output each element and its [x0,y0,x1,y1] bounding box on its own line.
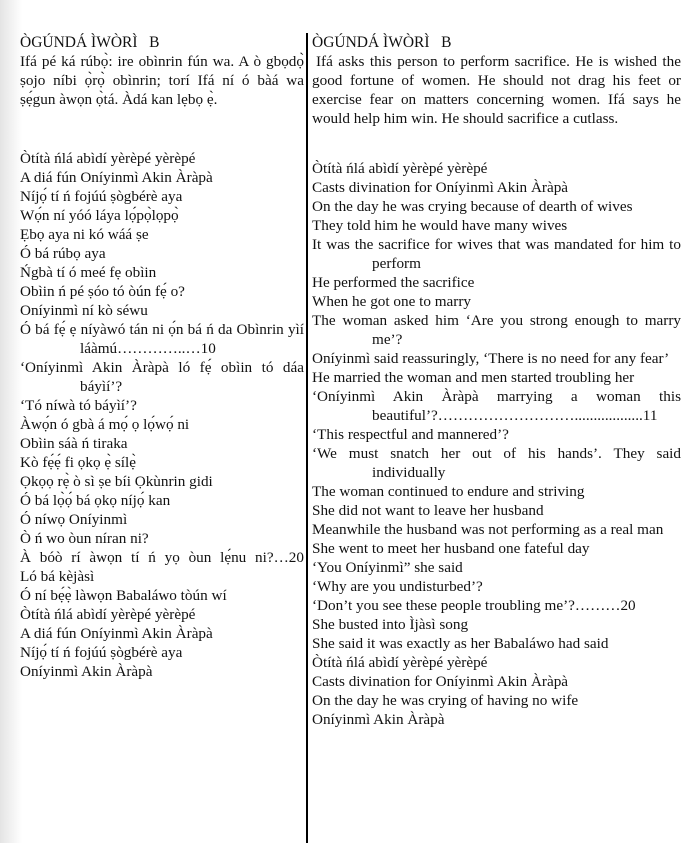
verse-line: Wọ́n ní yóó láya lọ́pọ̀lọpọ̀ [20,207,179,224]
verse-line: Òtítà ńlá abìdí yèrèpé yèrèpé [20,150,196,167]
verse-line: The woman continued to endure and striving [312,483,585,500]
verse-line: ‘We must snatch her out of his hands’. They said individually [312,445,681,481]
verse-line: Òtítà ńlá abìdí yèrèpé yèrèpé [312,160,488,177]
verse-list [312,159,681,729]
verse-line: Ńgbà tí ó meé fẹ obìin [20,264,157,281]
verse-line: Casts divination for Oníyinmì Akin Àràpà [312,179,569,196]
verse-list [20,149,304,681]
yoruba-column [20,33,304,681]
verse-line: A diá fún Oníyinmì Akin Àràpà [20,625,213,642]
verse-line: ‘Oníyinmì Akin Àràpà marrying a woman this beautiful’?………………………..................11 [312,388,681,424]
verse-line: Ẹbọ aya ni kó wáá ṣe [20,226,149,243]
verse-line: Ọkọọ rẹ̀ ò sì ṣe bíi Ọkùnrin gidi [20,473,213,490]
section-summary: Ifá asks this person to perform sacrifice. He is wished the good fortune of women. He should not drag his feet or exercise fear on matters concerning women. Ifá says he would help him win. He should sacrifice a cutlass. [312,53,681,127]
scan-edge-shadow [0,0,22,843]
verse-line: ‘This respectful and mannered’? [312,426,509,443]
verse-line: She said it was exactly as her Babaláwo had said [312,635,609,652]
verse-line: Àwọ́n ó gbà á mọ́ ọ lọ́wọ́ ni [20,416,190,433]
verse-line: He performed the sacrifice [312,274,475,291]
verse-line: À bóò rí àwọn tí ń yọ òun lẹ́nu ni?…20 [20,549,304,566]
section-heading: ÒGÚNDÁ ÌWÒRÌ B [312,34,452,51]
verse-line: Obìin sáà ń tiraka [20,435,128,452]
verse-line: ‘You Oníyinmì” she said [312,559,463,576]
verse-line: It was the sacrifice for wives that was mandated for him to perform [312,236,681,272]
verse-line: Obìin ń pé ṣóo tó òún fẹ́ o? [20,283,185,300]
verse-line: Ó ní bẹ́ẹ̀ làwọn Babaláwo tòún wí [20,587,227,604]
verse-line: ‘Why are you undisturbed’? [312,578,483,595]
english-column [312,33,681,729]
verse-line: On the day he was crying because of dearth of wives [312,198,633,215]
verse-line: Ó bá fẹ́ ẹ níyàwó tán ni ọ́n bá ń da Obìnrin yìí láàmú…………..…10 [20,321,304,357]
verse-line: Ò ń wo òun níran ni? [20,530,149,547]
verse-line: Oníyinmì Akin Àràpà [312,711,445,728]
verse-line: When he got one to marry [312,293,471,310]
verse-line: Ó níwọ Oníyinmì [20,511,128,528]
verse-line: ‘Don’t you see these people troubling me’?………20 [312,597,636,614]
verse-line: The woman asked him ‘Are you strong enough to marry me’? [312,312,681,348]
verse-line: Oníyinmì Akin Àràpà [20,663,153,680]
verse-line: Ló bá kèjàsì [20,568,95,585]
verse-line: Meanwhile the husband was not performing as a real man [312,521,664,538]
verse-line: Níjọ́ tí ń fojúú ṣògbérè aya [20,644,183,661]
verse-line: Òtítà ńlá abìdí yèrèpé yèrèpé [312,654,488,671]
verse-line: Níjọ́ tí ń fojúú ṣògbérè aya [20,188,183,205]
verse-line: Ó bá rúbọ aya [20,245,106,262]
verse-line: Oníyinmì ní kò séwu [20,302,148,319]
verse-line: He married the woman and men started troubling her [312,369,635,386]
verse-line: A diá fún Oníyinmì Akin Àràpà [20,169,213,186]
verse-line: ‘Oníyinmì Akin Àràpà ló fẹ́ obìin tó dáa báyìí’? [20,359,304,395]
verse-line: She busted into Ìjàsì song [312,616,469,633]
verse-line: Òtítà ńlá abìdí yèrèpé yèrèpé [20,606,196,623]
verse-line: Kò fẹ́ẹ́ fi ọkọ ẹ̀ sílẹ̀ [20,454,136,471]
column-divider [306,33,308,843]
verse-line: Ó bá lọ̀ọ́ bá ọkọ níjọ́ kan [20,492,171,509]
verse-line: She went to meet her husband one fateful day [312,540,590,557]
verse-line: On the day he was crying of having no wife [312,692,579,709]
verse-line: Oníyinmì said reassuringly, ‘There is no need for any fear’ [312,350,670,367]
section-heading: ÒGÚNDÁ ÌWÒRÌ B [20,34,160,51]
section-summary: Ifá pé ká rúbọ̀: ire obìnrin fún wa. A ò gbọdọ̀ ṣojo níbi ọ̀rọ̀ obìnrin; torí Ifá ní ó bàá wa ṣẹ́gun àwọn ọ̀tá. Àdá kan lẹbọ ẹ̀. [20,53,304,108]
verse-line: ‘Tó níwà tó báyìí’? [20,397,137,414]
verse-line: Casts divination for Oníyinmì Akin Àràpà [312,673,569,690]
verse-line: She did not want to leave her husband [312,502,544,519]
verse-line: They told him he would have many wives [312,217,568,234]
